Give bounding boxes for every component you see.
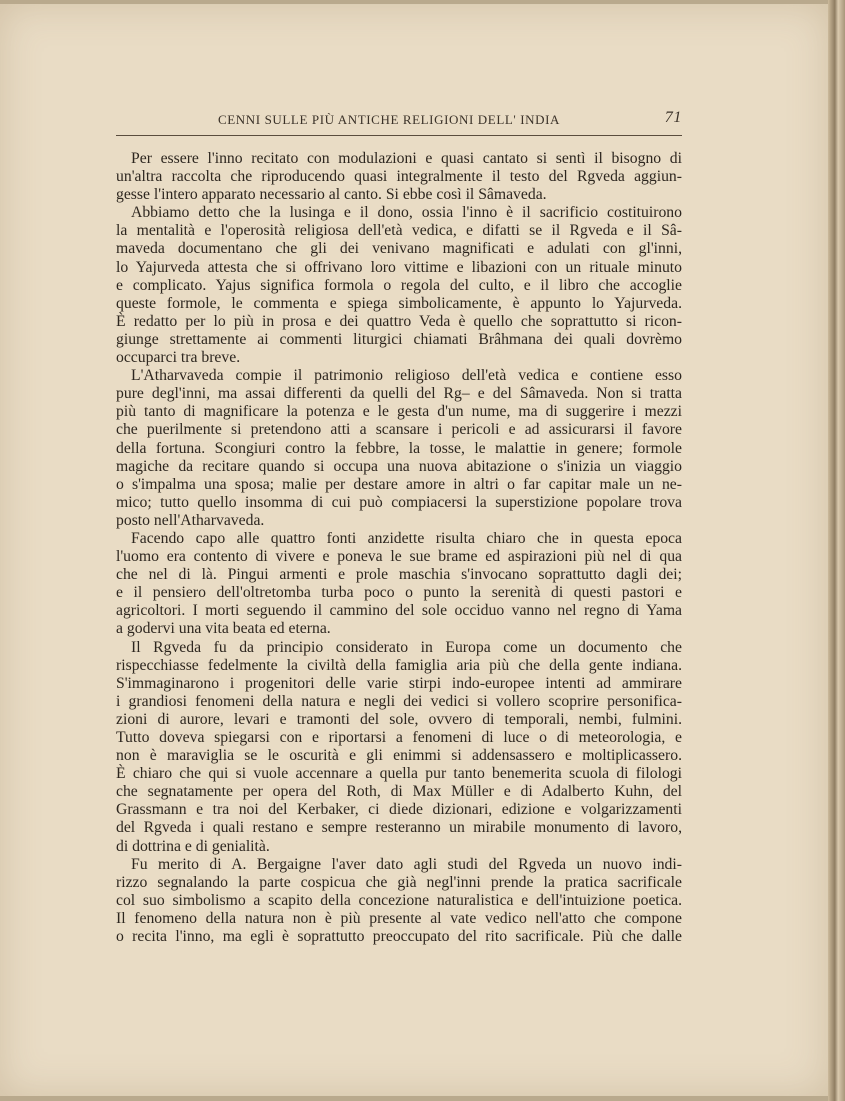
text-line: e complicato. Yajus significa formola o regola del culto, e il libro che accoglie (116, 276, 682, 294)
text-line: o recita l'inno, ma egli è soprattutto preoccupato del rito sacrificale. Più che dalle (116, 928, 682, 946)
text-line: occuparci tra breve. (116, 349, 241, 367)
text-line: del Rgveda i quali restano e sempre resteranno un mirabile monumento di lavoro, (116, 819, 682, 837)
text-line: Fu merito di A. Bergaigne l'aver dato agli studi del Rgveda un nuovo indi- (131, 855, 682, 873)
text-line: di dottrina e di genialità. (116, 837, 270, 855)
header-rule (116, 135, 682, 136)
text-line: Abbiamo detto che la lusinga e il dono, ossia l'inno è il sacrificio costituirono (131, 204, 682, 222)
text-line: agricoltori. I morti seguendo il cammino del sole occiduo vanno nel regno di Yama (116, 602, 682, 620)
text-line: la mentalità e l'operosità religiosa dell'età vedica, e difatti se il Rgveda e il Sâ- (116, 222, 682, 240)
text-line: maveda documentano che gli dei venivano magnificati e adulati con gl'inni, (116, 240, 682, 258)
text-line: più tanto di magnificare la potenza e le gesta d'un nume, ma di suggerire i mezzi (116, 403, 682, 421)
text-line: col suo simbolismo a scapito della concezione naturalistica e dell'intuizione poetica. (116, 891, 682, 909)
text-line: i grandiosi fenomeni della natura e negli dei vedici si vollero scoprire personifica- (116, 692, 682, 710)
text-line: È redatto per lo più in prosa e dei quattro Veda è quello che soprattutto si ricon- (116, 312, 682, 330)
text-line: lo Yajurveda attesta che si offrivano loro vittime e libazioni con un rituale minuto (116, 258, 682, 276)
text-line: queste formole, le commenta e spiega simbolicamente, è appunto lo Yajurveda. (116, 294, 682, 312)
text-line: È chiaro che qui si vuole accennare a quella pur tanto benemerita scuola di filologi (116, 765, 682, 783)
text-line: che nel di là. Pingui armenti e prole maschia s'invocano soprattutto dagli dei; (116, 566, 682, 584)
text-line: giunge strettamente ai commenti liturgici chiamati Brâhmana dei quali dovrèmo (116, 330, 682, 348)
running-title: CENNI SULLE PIÙ ANTICHE RELIGIONI DELL' INDIA (218, 112, 561, 127)
text-line: Per essere l'inno recitato con modulazioni e quasi cantato si sentì il bisogno di (131, 150, 682, 167)
text-line: Facendo capo alle quattro fonti anzidette risulta chiaro che in questa epoca (131, 529, 682, 547)
text-line: pure degl'inni, ma assai differenti da quelli del Rg– e del Sâmaveda. Non si tratta (116, 385, 682, 403)
text-line: della fortuna. Scongiuri contro la febbre, la tosse, le malattie in genere; formole (116, 439, 682, 457)
text-line: che puerilmente si pretendono atti a scansare i pericoli e ad assicurarsi il favore (116, 421, 682, 439)
text-line: zioni di aurore, levari e tramonti del sole, ovvero di temporali, nembi, fulmini. (116, 710, 682, 728)
text-line: l'uomo era contento di vivere e poneva le sue brame ed aspirazioni più nel di qua (116, 548, 682, 566)
text-line: Il fenomeno della natura non è più presente al vate vedico nell'atto che compone (116, 909, 682, 927)
text-line: rizzo segnalando la parte cospicua che già negl'inni prende la pratica sacrificale (116, 873, 682, 891)
text-line: e il pensiero dell'oltretomba turba poco o punto la serenità di questi pastori e (116, 584, 682, 602)
text-line: a godervi una vita beata ed eterna. (116, 620, 331, 638)
text-line: un'altra raccolta che riproducendo quasi integralmente il testo del Rgveda aggiun- (116, 168, 682, 186)
page-edge (828, 0, 845, 1101)
text-line: mico; tutto quello insomma di cui può compiacersi la superstizione popolare trova (116, 493, 682, 511)
text-line: posto nell'Atharvaveda. (116, 511, 265, 529)
text-line: gesse l'intero apparato necessario al canto. Si ebbe così il Sâmaveda. (116, 186, 547, 204)
text-line: S'immaginarono i progenitori delle varie stirpi indo-europee intenti ad ammirare (116, 674, 682, 692)
text-line: rispecchiasse fedelmente la civiltà della famiglia aria più che della gente indiana. (116, 656, 682, 674)
text-line: Grassmann e tra noi del Kerbaker, ci diede dizionari, edizione e volgarizzamenti (116, 801, 682, 819)
text-line: che segnatamente per opera del Roth, di Max Müller e di Adalberto Kuhn, del (116, 783, 682, 801)
text-line: o s'impalma una sposa; malie per destare amore in altri o far capitar male un ne- (116, 475, 682, 493)
page-number: 71 (664, 109, 682, 126)
text-line: magiche da recitare quando si occupa una nuova abitazione o s'inizia un viaggio (116, 457, 682, 475)
text-line: Tutto doveva spiegarsi con e riportarsi a fenomeni di luce o di meteorologia, e (116, 729, 682, 746)
text-line: L'Atharvaveda compie il patrimonio religioso dell'età vedica e contiene esso (131, 367, 682, 385)
body-text (116, 150, 682, 946)
text-line: Il Rgveda fu da principio considerato in Europa come un documento che (131, 638, 682, 656)
text-line: non è maraviglia se le oscurità e gli enimmi si addensassero e moltiplicassero. (116, 747, 682, 765)
